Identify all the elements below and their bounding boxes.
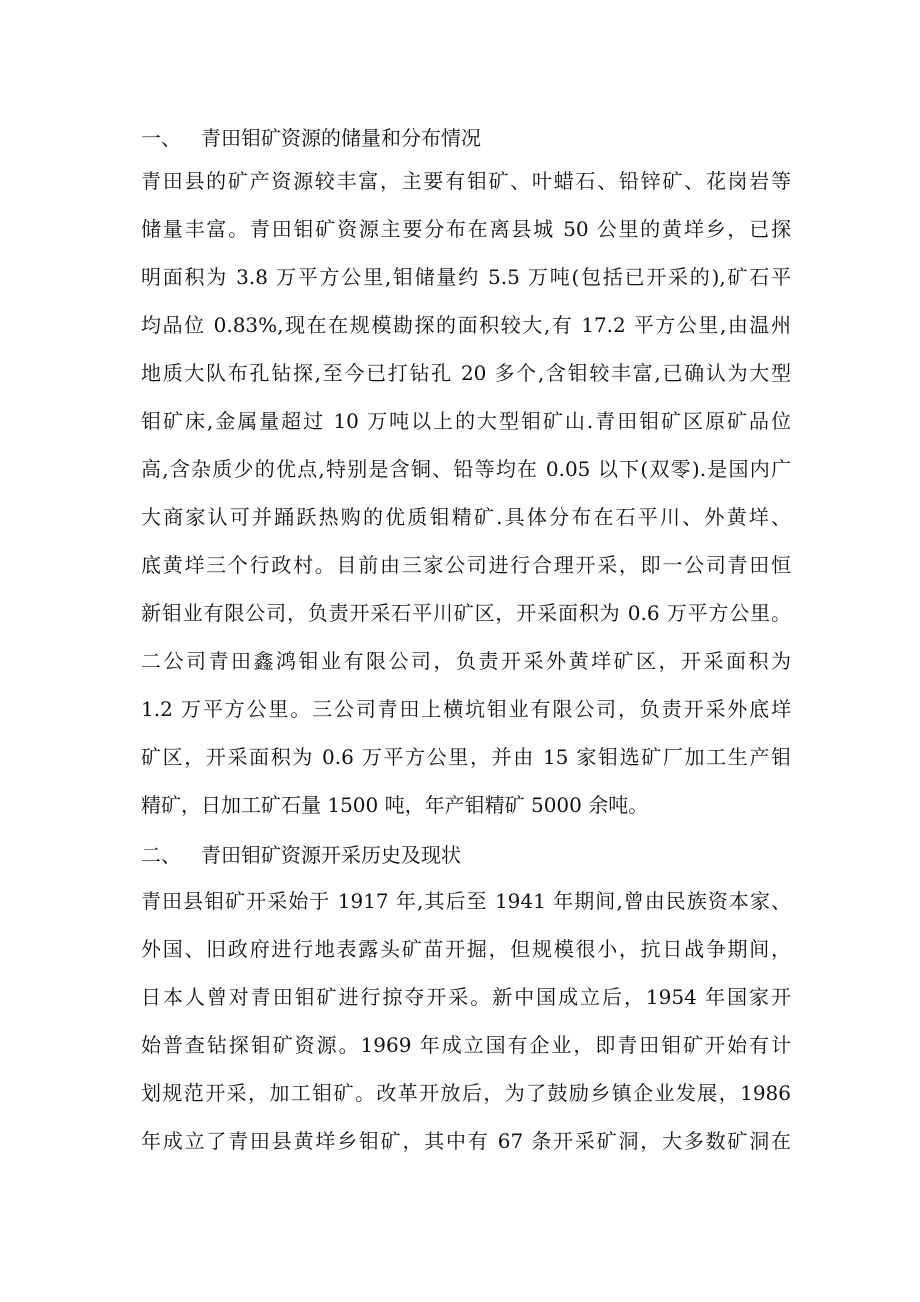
paragraph-line: 外国、旧政府进行地表露头矿苗开掘，但规模很小，抗日战争期间， bbox=[141, 937, 791, 961]
paragraph-line: 精矿，日加工矿石量 1500 吨，年产钼精矿 5000 余吨。 bbox=[141, 793, 649, 817]
paragraph-line: 均品位 0.83%,现在在规模勘探的面积较大,有 17.2 平方公里,由温州 bbox=[141, 313, 791, 337]
paragraph-line: 矿区，开采面积为 0.6 万平方公里，并由 15 家钼选矿厂加工生产钼 bbox=[141, 745, 791, 769]
paragraph-line: 划规范开采，加工钼矿。改革开放后，为了鼓励乡镇企业发展，1986 bbox=[141, 1081, 791, 1105]
paragraph-line: 钼矿床,金属量超过 10 万吨以上的大型钼矿山.青田钼矿区原矿品位 bbox=[141, 409, 791, 433]
paragraph-line: 高,含杂质少的优点,特别是含铜、铅等均在 0.05 以下(双零).是国内广 bbox=[141, 457, 791, 481]
paragraph-line: 底黄垟三个行政村。目前由三家公司进行合理开采，即一公司青田恒 bbox=[141, 553, 791, 577]
section-heading-2 bbox=[141, 837, 791, 873]
paragraph-line: 储量丰富。青田钼矿资源主要分布在离县城 50 公里的黄垟乡，已探 bbox=[141, 217, 791, 241]
paragraph-line: 大商家认可并踊跃热购的优质钼精矿.具体分布在石平川、外黄垟、 bbox=[141, 505, 791, 529]
section-number: 二、 bbox=[141, 843, 181, 867]
paragraph-line: 年成立了青田县黄垟乡钼矿，其中有 67 条开采矿洞，大多数矿洞在 bbox=[141, 1129, 791, 1153]
paragraph-line: 日本人曾对青田钼矿进行掠夺开采。新中国成立后，1954 年国家开 bbox=[141, 985, 791, 1009]
paragraph-line: 青田县的矿产资源较丰富，主要有钼矿、叶蜡石、铅锌矿、花岗岩等 bbox=[141, 169, 791, 193]
section-heading-1 bbox=[141, 120, 791, 156]
section-title: 青田钼矿资源开采历史及现状 bbox=[201, 843, 461, 867]
section-number: 一、 bbox=[141, 126, 181, 150]
paragraph-line: 1.2 万平方公里。三公司青田上横坑钼业有限公司，负责开采外底垟 bbox=[141, 697, 791, 721]
paragraph-line: 青田县钼矿开采始于 1917 年,其后至 1941 年期间,曾由民族资本家、 bbox=[141, 889, 791, 913]
paragraph-line: 明面积为 3.8 万平方公里,钼储量约 5.5 万吨(包括已开采的),矿石平 bbox=[141, 265, 791, 289]
section-title: 青田钼矿资源的储量和分布情况 bbox=[201, 126, 481, 150]
paragraph-line: 地质大队布孔钻探,至今已打钻孔 20 多个,含钼较丰富,已确认为大型 bbox=[141, 361, 791, 385]
paragraph-line: 二公司青田鑫鸿钼业有限公司，负责开采外黄垟矿区，开采面积为 bbox=[141, 649, 791, 673]
paragraph-line: 始普查钻探钼矿资源。1969 年成立国有企业，即青田钼矿开始有计 bbox=[141, 1033, 791, 1057]
paragraph-line: 新钼业有限公司，负责开采石平川矿区，开采面积为 0.6 万平方公里。 bbox=[141, 601, 791, 625]
